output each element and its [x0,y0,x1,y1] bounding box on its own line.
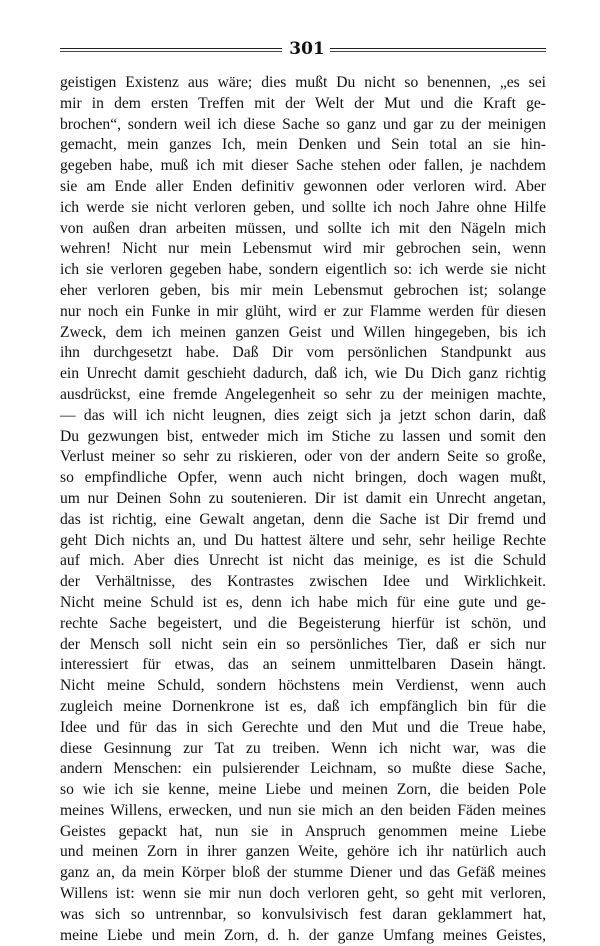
text-line: gegeben habe, muß ich mit dieser Sache stehen oder fallen, je nachdem [60,157,546,175]
header-rule-left [60,48,282,52]
text-line: brochen“, sondern weil ich diese Sache so ganz und gar zu der meinigen [60,115,546,133]
text-line: Willens ist: wenn sie mir nun doch verloren geht, so geht mit verloren, [60,885,546,903]
text-line: ich sie verloren gegeben habe, sondern eigentlich so: ich werde sie nicht [60,261,546,279]
text-line: auf mich. Aber dies Unrecht ist nicht das meinige, es ist die Schuld [60,552,546,570]
text-line: und meinen Zorn in ihrer ganzen Weite, gehöre ich ihr natürlich auch [60,843,546,861]
text-line: Nicht meine Schuld, sondern höchstens mein Verdienst, wenn auch [60,677,546,695]
text-line: wehren! Nicht nur mein Lebensmut wird mir gebrochen sein, wenn [60,240,546,258]
text-line: geht Dich nichts an, und Du hattest ältere und sehr, sehr heilige Rechte [60,531,546,549]
text-line: ein Unrecht damit geschieht dadurch, daß ich, wie Du Dich ganz richtig [60,365,546,383]
text-line: rechte Sache begeistert, und die Begeisterung hierfür ist schön, und [60,614,546,632]
text-line: ihn durchgesetzt habe. Daß Dir vom persönlichen Standpunkt aus [60,344,546,362]
page-header [60,38,546,60]
text-line: um nur Deinen Sohn zu soutenieren. Dir ist damit ein Unrecht angetan, [60,489,546,507]
page-number: 301 [289,39,325,59]
text-line: diese Gesinnung zur Tat zu treiben. Wenn ich nicht war, was die [60,739,546,757]
text-line: so empfindliche Opfer, wenn auch nicht bringen, doch wagen mußt, [60,469,546,487]
text-line: Geistes gepackt hat, nun sie in Anspruch genommen meine Liebe [60,822,546,840]
text-line: so wie ich sie kenne, meine Liebe und meinen Zorn, die beiden Pole [60,781,546,799]
text-line: mir in dem ersten Treffen mit der Welt der Mut und die Kraft ge- [60,94,546,112]
text-line: — das will ich nicht leugnen, dies zeigt sich ja jetzt schon darin, daß [60,406,546,424]
text-line: der Verhältnisse, des Kontrastes zwischen Idee und Wirklichkeit. [60,573,546,591]
text-line: Verlust meiner so sehr zu riskieren, oder von der andern Seite so große, [60,448,546,466]
text-line: meine Liebe und mein Zorn, d. h. der ganze Umfang meines Geistes, [60,926,546,944]
text-line: was sich so untrennbar, so konvulsivisch fest daran geklammert hat, [60,905,546,923]
text-line: interessiert für etwas, das an seinem unmittelbaren Dasein hängt. [60,656,546,674]
text-line: gemacht, mein ganzes Ich, mein Denken und Sein total an sie hin- [60,136,546,154]
text-line: ich werde sie nicht verloren geben, und sollte ich noch Jahre ohne Hilfe [60,198,546,216]
text-line: eher verloren geben, bis mir mein Lebensmut gebrochen ist; solange [60,281,546,299]
text-line: ausdrückst, eine fremde Angelegenheit so sehr zu der meinigen machte, [60,385,546,403]
text-line: sie am Ende aller Enden definitiv gewonnen oder verloren wird. Aber [60,177,546,195]
text-line: ganz an, da mein Körper bloß der stumme Diener und das Gefäß meines [60,864,546,882]
text-line: nur noch ein Funke in mir glüht, wird er zur Flamme werden für diesen [60,302,546,320]
text-line: meines Willens, erwecken, und nun sie mich an den beiden Fäden meines [60,801,546,819]
text-line: das ist richtig, eine Gewalt angetan, denn die Sache ist Dir fremd und [60,510,546,528]
text-line: geistigen Existenz aus wäre; dies mußt Du nicht so benennen, „es sei [60,74,546,91]
text-line: Nicht meine Schuld ist es, denn ich habe mich für eine gute und ge- [60,593,546,611]
text-line: Du gezwungen bist, entweder mich im Stiche zu lassen und somit den [60,427,546,445]
text-line: von außen dran arbeiten müssen, und sollte ich mit den Nägeln mich [60,219,546,237]
text-line: Zweck, dem ich meinen ganzen Geist und Willen hingegeben, bis ich [60,323,546,341]
text-line: der Mensch soll nicht sein ein so persönliches Tier, daß er sich nur [60,635,546,653]
text-line: zugleich meine Dornenkrone ist es, daß ich empfänglich bin für die [60,697,546,715]
text-line: andern Menschen: ein pulsierender Leichnam, so mußte diese Sache, [60,760,546,778]
header-rule-right [330,48,546,52]
text-line: Idee und für das in sich Gerechte und den Mut und die Treue habe, [60,718,546,736]
body-text [60,73,546,946]
